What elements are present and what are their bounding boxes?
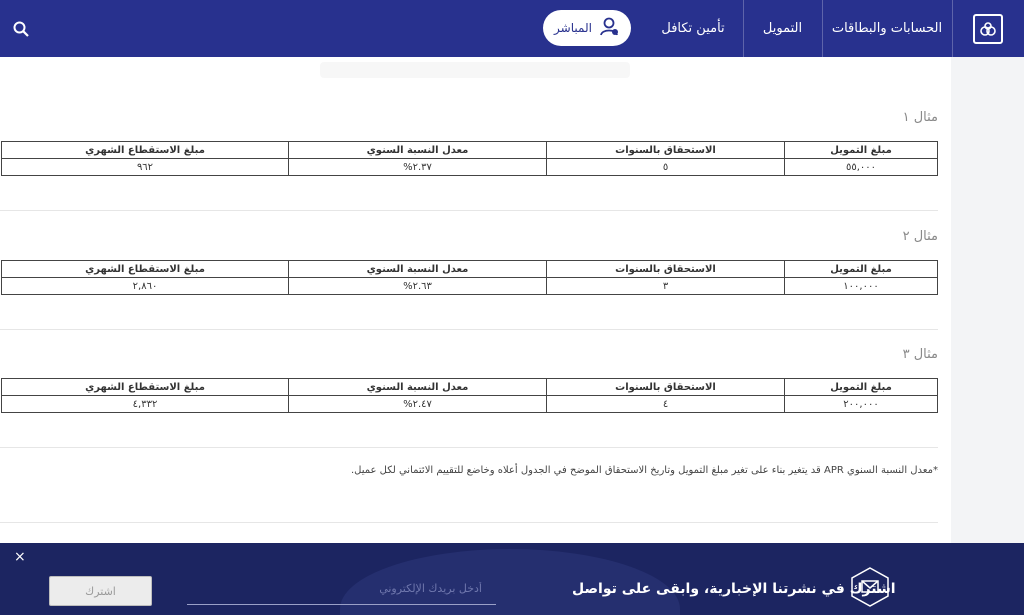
column-header: الاستحقاق بالسنوات — [547, 379, 785, 396]
close-icon[interactable]: × — [14, 549, 26, 565]
search-icon[interactable] — [10, 18, 32, 40]
table-row — [2, 278, 938, 295]
apr-footnote: *معدل النسبة السنوي APR قد يتغير بناء على تغير مبلغ التمويل وتاريخ الاستحقاق الموضح في الجدول أعلاه وخاضع للتقييم الائتماني لكل عميل. — [350, 465, 938, 476]
table-cell: ٤,٣٣٢ — [2, 396, 289, 413]
column-header: مبلغ الاستقطاع الشهري — [2, 142, 289, 159]
example-3-table — [1, 378, 938, 413]
column-header: مبلغ التمويل — [785, 142, 938, 159]
faded-banner — [320, 62, 630, 78]
chat-person-icon — [598, 16, 620, 41]
top-navigation-bar — [0, 0, 1024, 57]
example-2-table — [1, 260, 938, 295]
section-divider — [0, 447, 938, 448]
table-row — [2, 396, 938, 413]
table-cell: ٩٦٢ — [2, 159, 289, 176]
table-row — [2, 159, 938, 176]
column-header: معدل النسبة السنوي — [289, 261, 547, 278]
column-header: مبلغ الاستقطاع الشهري — [2, 379, 289, 396]
table-cell: ٢,٨٦٠ — [2, 278, 289, 295]
example-1-title: مثال ١ — [902, 110, 938, 125]
table-cell: ٥ — [547, 159, 785, 176]
column-header: معدل النسبة السنوي — [289, 142, 547, 159]
column-header: الاستحقاق بالسنوات — [547, 261, 785, 278]
newsletter-heading: اشترك في نشرتنا الإخبارية، وابقى على تواصل — [572, 581, 896, 597]
table-cell: ٤ — [547, 396, 785, 413]
table-cell: ٣ — [547, 278, 785, 295]
logo-icon — [973, 14, 1003, 44]
nav-divider — [822, 0, 823, 57]
table-cell: ٥٥,٠٠٠ — [785, 159, 938, 176]
table-header-row — [2, 142, 938, 159]
table-cell: ٢.٤٧% — [289, 396, 547, 413]
example-1-table — [1, 141, 938, 176]
nav-divider — [743, 0, 744, 57]
section-divider — [0, 329, 938, 330]
bank-logo[interactable] — [952, 0, 1024, 57]
table-cell: ٢٠٠,٠٠٠ — [785, 396, 938, 413]
nav-item-takaful[interactable]: تأمين تكافل — [661, 21, 725, 36]
table-cell: ١٠٠,٠٠٠ — [785, 278, 938, 295]
section-divider — [0, 210, 938, 211]
example-2-title: مثال ٢ — [902, 229, 938, 244]
newsletter-bar — [0, 543, 1024, 615]
live-chat-label: المباشر — [554, 21, 592, 35]
table-header-row — [2, 379, 938, 396]
subscribe-button[interactable]: اشترك — [49, 576, 152, 606]
nav-item-accounts-cards[interactable]: الحسابات والبطاقات — [831, 21, 943, 36]
email-input[interactable] — [187, 573, 496, 605]
column-header: مبلغ التمويل — [785, 261, 938, 278]
nav-divider — [952, 0, 953, 57]
table-cell: ٢.٦٣% — [289, 278, 547, 295]
column-header: مبلغ التمويل — [785, 379, 938, 396]
column-header: الاستحقاق بالسنوات — [547, 142, 785, 159]
example-3-title: مثال ٣ — [902, 347, 938, 362]
nav-item-financing[interactable]: التمويل — [762, 21, 803, 36]
live-chat-button[interactable] — [543, 10, 631, 46]
side-panel — [951, 57, 1024, 543]
table-header-row — [2, 261, 938, 278]
section-divider — [0, 522, 938, 523]
table-cell: ٢.٣٧% — [289, 159, 547, 176]
column-header: مبلغ الاستقطاع الشهري — [2, 261, 289, 278]
column-header: معدل النسبة السنوي — [289, 379, 547, 396]
